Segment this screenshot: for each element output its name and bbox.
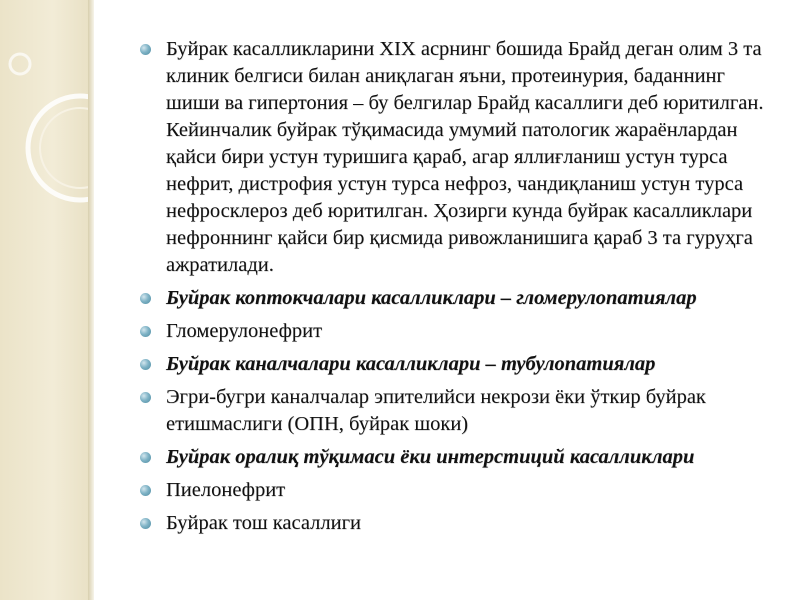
bullet-dot-icon [140, 392, 151, 403]
bullet-item-heading [140, 285, 780, 312]
bullet-item [140, 36, 780, 279]
decorative-side-band [0, 0, 88, 600]
slide-content [140, 36, 780, 543]
bullet-text: Буйрак касалликларини XIX асрнинг бошида Брайд деган олим 3 та клиник белгиси билан аниқлаган яъни, протеинурия, баданнинг шиши ва гипертония – бу белгилар Брайд касаллиги деб юритилган. Кейинчалик буйрак тўқимасида умумий патологик жараёнлардан қайси бири устун туришига қараб, агар яллиғланиш устун турса нефрит, дистрофия устун турса нефроз, чандиқланиш устун турса нефросклероз деб юритилган. Ҳозирги кунда буйрак касалликлари нефроннинг қайси бир қисмида ривожланишига қараб 3 та гуруҳга ажратилади. [166, 38, 764, 276]
bullet-text: Эгри-бугри каналчалар эпителийси некрози ёки ўткир буйрак етишмаслиги (ОПН, буйрак шоки) [166, 386, 706, 435]
bullet-item-heading [140, 444, 780, 471]
bullet-text: Гломерулонефрит [166, 320, 323, 342]
bullet-item [140, 384, 780, 438]
bullet-text: Пиелонефрит [166, 479, 286, 501]
bullet-text: Буйрак оралиқ тўқимаси ёки интерстиций касалликлари [166, 446, 695, 468]
bullet-dot-icon [140, 359, 151, 370]
bullet-dot-icon [140, 485, 151, 496]
bullet-dot-icon [140, 326, 151, 337]
bullet-item-heading [140, 351, 780, 378]
bullet-list [140, 36, 780, 537]
bullet-dot-icon [140, 452, 151, 463]
bullet-text: Буйрак тош касаллиги [166, 512, 361, 534]
decorative-circles-graphic [0, 0, 88, 600]
bullet-text: Буйрак коптокчалари касалликлари – гломерулопатиялар [166, 287, 697, 309]
bullet-dot-icon [140, 44, 151, 55]
side-band-edge [88, 0, 94, 600]
bullet-text: Буйрак каналчалари касалликлари – тубулопатиялар [166, 353, 656, 375]
bullet-dot-icon [140, 518, 151, 529]
bullet-item [140, 510, 780, 537]
bullet-dot-icon [140, 293, 151, 304]
bullet-item [140, 318, 780, 345]
bullet-item [140, 477, 780, 504]
